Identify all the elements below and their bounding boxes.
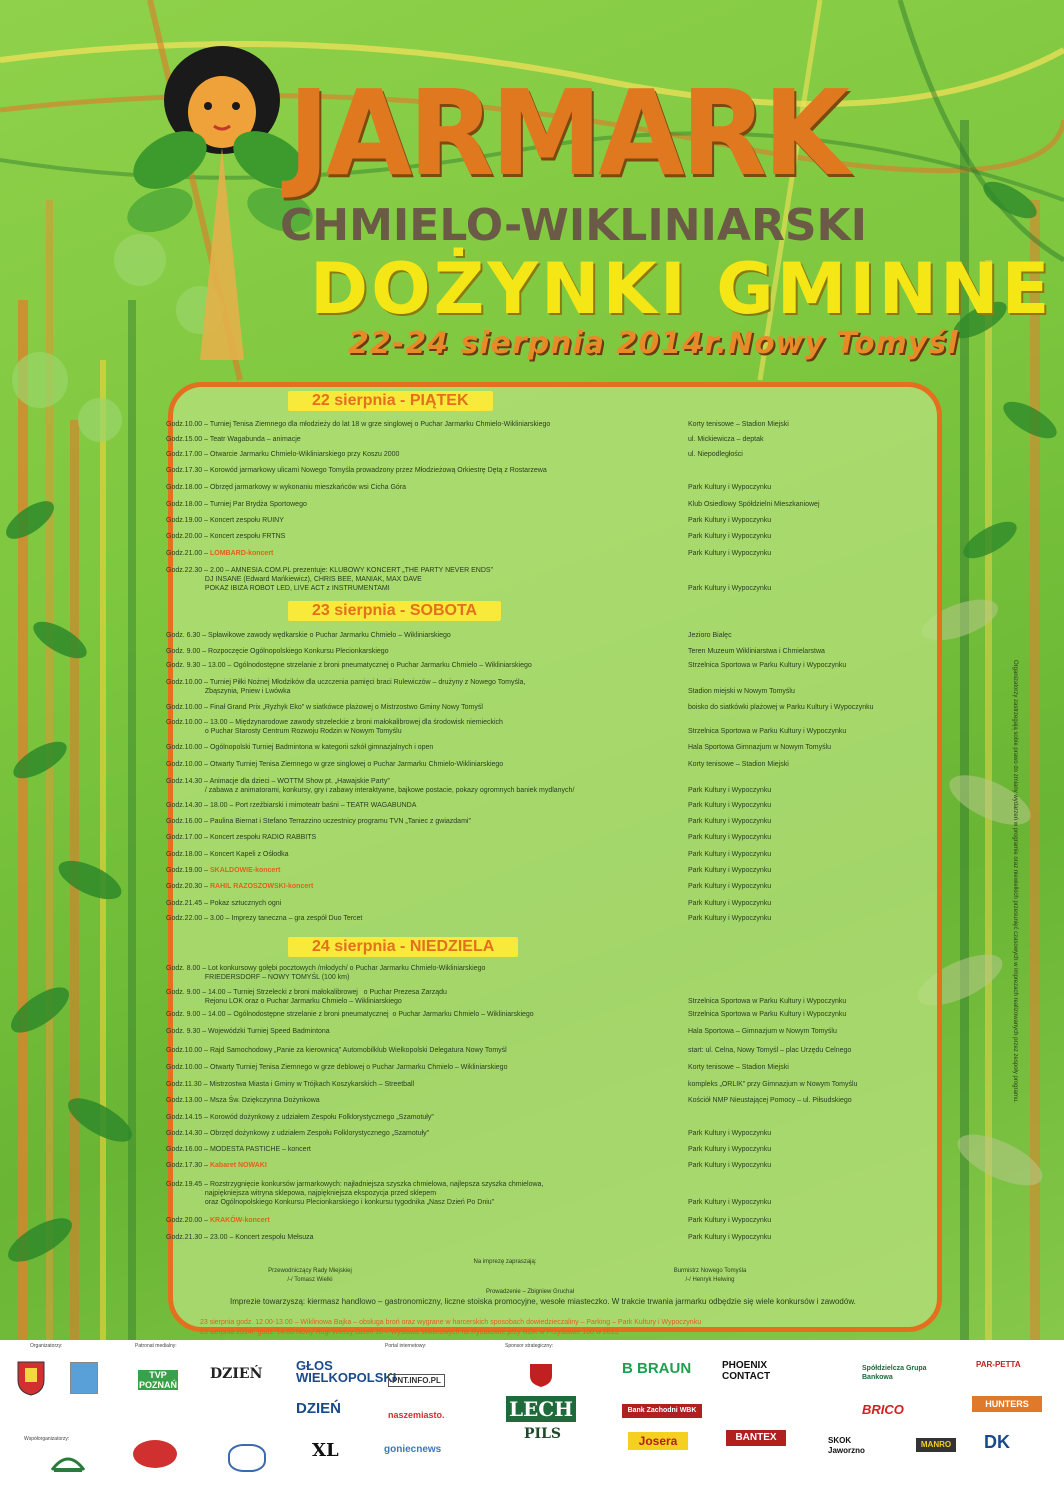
schedule-item: Godz.10.00 – Ogólnopolski Turniej Badmintona w kategorii szkół gimnazjalnych i open (166, 744, 434, 751)
schedule-place: Strzelnica Sportowa w Parku Kultury i Wypoczynku (688, 728, 847, 735)
organizers-caption: Organizatorzy: (30, 1343, 63, 1349)
portal-caption: Portal internetowy: (385, 1343, 427, 1349)
title-dozynki-gminne: DOŻYNKI GMINNE (310, 248, 1053, 330)
day-label-sunday: 24 sierpnia - NIEDZIELA (288, 937, 518, 957)
schedule-place: Stadion miejski w Nowym Tomyślu (688, 688, 795, 695)
additional-event-line: 23 sierpnia godz. 12.00-13.00 – Wiklinowa Bajka – obsługa broń oraz wygrane w harcerskich sposobach dowiedzieczaliny – Parking – Park Kultury i Wypoczynku (200, 1319, 702, 1326)
schedule-place: ul. Mickiewicza – deptak (688, 436, 764, 443)
schedule-place: Hala Sportowa Gimnazjum w Nowym Tomyślu (688, 744, 832, 751)
dk-logo: DK (984, 1432, 1010, 1452)
sponsor-logos-strip (0, 1340, 1064, 1500)
signatures-heading: Na imprezę zapraszają: (473, 1259, 537, 1265)
bzwbk-logo: Bank Zachodni WBK (622, 1404, 702, 1418)
day-label-friday: 22 sierpnia - PIĄTEK (288, 391, 493, 411)
schedule-time: Godz.20.30 – (166, 883, 210, 890)
schedule-item: Godz. 9.00 – 14.00 – Ogólnodostępne strzelanie z broni pneumatycznej o Puchar Jarmarku Chmielo – Wikliniarskiego (166, 1011, 534, 1018)
schedule-item: Godz.10.00 – 13.00 – Międzynarodowe zawody strzeleckie z broni małokalibrowej dla środowisk niemieckich o Puchar Starosty Centrum Rozwoju Rodzin w Nowym Tomyślu (166, 719, 503, 735)
manro-logo: MANRO (916, 1438, 956, 1452)
radio-logo-icon (133, 1440, 177, 1468)
schedule-item: Godz.19.00 – Koncert zespołu RUINY (166, 517, 284, 524)
naszemiasto-logo: naszemiasto. (388, 1410, 445, 1420)
schedule-item: Godz.14.15 – Korowód dożynkowy z udziałem Zespołu Folklorystycznego „Szamotuły” (166, 1114, 434, 1121)
schedule-place: Park Kultury i Wypoczynku (688, 1217, 772, 1224)
schedule-highlight: Kabaret NOWAKI (209, 1162, 267, 1169)
accompanying-events-note: Imprezie towarzyszą: kiermasz handlowo – gastronomiczny, liczne stoiska promocyjne, wesołe miasteczko. W trakcie trwania jarmarku odbędzie się wiele konkursów i zawodów. (230, 1297, 856, 1306)
signature-left-name: /-/ Tomasz Wielki (287, 1277, 333, 1283)
schedule-time: Godz.20.00 – (166, 1217, 210, 1224)
coorganizer-caption: Współorganizatorzy: (24, 1436, 70, 1442)
schedule-item: Godz.22.00 – 3.00 – Imprezy taneczna – gra zespół Duo Tercet (166, 915, 363, 922)
schedule-place: Park Kultury i Wypoczynku (688, 1234, 772, 1241)
xl-logo: XL (312, 1440, 339, 1461)
schedule-place: Park Kultury i Wypoczynku (688, 851, 772, 858)
schedule-item: Godz.22.30 – 2.00 – AMNESIA.COM.PL prezentuje: KLUBOWY KONCERT „THE PARTY NEVER ENDS” DJ INSANE (Edward Mańkiewicz), CHRIS BEE, MANIAK, MAX DAVE POKAZ IBIZA ROBOT LED, LIVE ACT z INSTRUMENTAMI (166, 567, 493, 592)
schedule-time: Godz.21.00 – (166, 550, 210, 557)
schedule-place: start: ul. Celna, Nowy Tomyśl – plac Urzędu Celnego (688, 1047, 852, 1054)
schedule-place: Park Kultury i Wypoczynku (688, 550, 772, 557)
goniecnews-logo: goniecnews (384, 1444, 442, 1455)
schedule-item: Godz.20.00 – Koncert zespołu FRTNS (166, 533, 286, 540)
schedule-item: Godz.10.00 – Otwarty Turniej Tenisa Ziemnego w grze deblowej o Puchar Jarmarku Chmielo – Wikliniarskiego (166, 1064, 508, 1071)
event-date-location: 22-24 sierpnia 2014r.Nowy Tomyśl (348, 326, 959, 361)
schedule-place: Korty tenisowe – Stadion Miejski (688, 1064, 789, 1071)
schedule-place: Park Kultury i Wypoczynku (688, 883, 772, 890)
schedule-highlight: LOMBARD-koncert (209, 550, 274, 557)
schedule-item (166, 1216, 686, 1225)
host-credit: Prowadzenie – Zbigniew Gruchał (485, 1289, 575, 1295)
schedule-item: Godz.10.00 – Otwarty Turniej Tenisa Ziemnego w grze singlowej o Puchar Jarmarku Chmielo-Wikliniarskiego (166, 761, 504, 768)
schedule-place: Park Kultury i Wypoczynku (688, 533, 772, 540)
schedule-item: Godz.21.30 – 23.00 – Koncert zespołu Mełsuza (166, 1234, 314, 1241)
schedule-place: Park Kultury i Wypoczynku (688, 1199, 772, 1206)
schedule-time: Godz.19.00 – (166, 867, 210, 874)
schedule-place: Teren Muzeum Wikliniarstwa i Chmielarstwa (688, 648, 825, 655)
schedule-item (166, 1161, 686, 1170)
schedule-place: Klub Osiedlowy Spółdzielni Mieszkaniowej (688, 501, 820, 508)
schedule-place: Park Kultury i Wypoczynku (688, 787, 772, 794)
schedule-item: Godz.18.00 – Koncert Kapeli z Ośłodka (166, 851, 289, 858)
schedule-place: Hala Sportowa – Gimnazjum w Nowym Tomyślu (688, 1028, 837, 1035)
schedule-place: Park Kultury i Wypoczynku (688, 585, 772, 592)
emka-logo-icon (228, 1444, 266, 1472)
schedule-place: ul. Niepodległości (688, 451, 743, 458)
bbraun-logo: B BRAUN (622, 1360, 692, 1377)
glos-wielkopolski-logo: GŁOS WIELKOPOLSKI (296, 1358, 397, 1385)
signature-right-name: /-/ Henryk Helwing (685, 1277, 735, 1283)
schedule-item: Godz. 8.00 – Lot konkursowy gołębi pocztowych /młodych/ o Puchar Jarmarku Chmielo-Wikliniarskiego FRIEDERSDORF – NOWY TOMYŚL (100 km) (166, 965, 486, 981)
signature-left-role: Przewodniczący Rady Miejskiej (268, 1268, 352, 1274)
schedule-place: Park Kultury i Wypoczynku (688, 867, 772, 874)
schedule-place: Park Kultury i Wypoczynku (688, 802, 772, 809)
schedule-item: Godz.10.00 – Rajd Samochodowy „Panie za kierownicą” Automobilklub Wielkopolski Delegatura Nowy Tomyśl (166, 1047, 507, 1054)
josera-logo: Josera (628, 1432, 688, 1450)
schedule-item (166, 882, 686, 891)
par-petta-logo: PAR-PETTA (976, 1360, 1021, 1369)
partner-caption: Sponsor strategiczny: (505, 1343, 554, 1349)
schedule-place: Park Kultury i Wypoczynku (688, 1162, 772, 1169)
schedule-highlight: SKALDOWIE-koncert (209, 867, 281, 874)
schedule-item: Godz.17.00 – Koncert zespołu RADIO RABBITS (166, 834, 317, 841)
additional-events-note (200, 1318, 920, 1338)
phoenix-contact-logo: PHOENIX CONTACT (722, 1360, 771, 1382)
schedule-item: Godz.10.00 – Turniej Piłki Nożnej Młodzików dla uczczenia pamięci braci Rulewiczów – drużyny z Nowego Tomyśla, Zbąszynia, Pniew i Lwówka (166, 679, 526, 695)
dzien-blue-logo: DZIEŃ (296, 1400, 341, 1417)
lech-logo: LECH (506, 1396, 576, 1422)
town-crest-icon (16, 1360, 46, 1396)
schedule-place: Park Kultury i Wypoczynku (688, 484, 772, 491)
schedule-item: Godz.14.30 – Obrzęd dożynkowy z udziałem Zespołu Folklorystycznego „Szamotuły” (166, 1130, 430, 1137)
pnt-info-logo: PNT.INFO.PL (388, 1374, 445, 1387)
schedule-item: Godz. 9.00 – Rozpoczęcie Ogólnopolskiego Konkursu Plecionkarskiego (166, 648, 389, 655)
schedule-item: Godz.10.00 – Finał Grand Prix „Ryzhyk Eko” w siatkówce plażowej o Mistrzostwo Gminy Nowy Tomyśl (166, 704, 483, 711)
additional-event-line: 23 sierpnia 2014r. godz. 14.00 Nowy Rogi Wierzy Dzień 10 – Wystawa Wiklinowych na Rybakowie przy NOK w Przystawie 100 w 2013 (200, 1329, 619, 1336)
schedule-place: Korty tenisowe – Stadion Miejski (688, 421, 789, 428)
schedule-item: Godz.16.00 – Paulina Biernat i Stefano Terrazzino uczestnicy programu TVN „Taniec z gwiazdami” (166, 818, 471, 825)
schedule-item: Godz.10.00 – Turniej Tenisa Ziemnego dla młodzieży do lat 18 w grze singlowej o Puchar Jarmarku Chmielo-Wikliniarskiego (166, 421, 551, 428)
schedule-place: Park Kultury i Wypoczynku (688, 1130, 772, 1137)
media-caption: Patronat medialny: (135, 1343, 177, 1349)
schedule-place: Park Kultury i Wypoczynku (688, 517, 772, 524)
schedule-place: Jezioro Bialęc (688, 632, 732, 639)
schedule-highlight: RAHIL RAZOSZOWSKI-koncert (209, 883, 314, 890)
schedule-place: Strzelnica Sportowa w Parku Kultury i Wypoczynku (688, 662, 847, 669)
signature-right-role: Burmistrz Nowego Tomyśla (673, 1268, 747, 1274)
schedule-place: Park Kultury i Wypoczynku (688, 900, 772, 907)
schedule-item: Godz.15.00 – Teatr Wagabunda – animacje (166, 436, 301, 443)
schedule-item: Godz.17.00 – Otwarcie Jarmarku Chmielo-Wikliniarskiego przy Koszu 2000 (166, 451, 400, 458)
schedule-highlight: KRAKÓW-koncert (209, 1217, 270, 1224)
schedule-place: Park Kultury i Wypoczynku (688, 1146, 772, 1153)
schedule-item: Godz.11.30 – Mistrzostwa Miasta i Gminy w Trójkach Koszykarskich – Streetball (166, 1081, 415, 1088)
schedule-item: Godz.18.00 – Obrzęd jarmarkowy w wykonaniu mieszkańców wsi Cicha Góra (166, 484, 407, 491)
schedule-time: Godz.17.30 – (166, 1162, 210, 1169)
pils-logo: PILS (524, 1426, 562, 1442)
schedule-item: Godz. 9.30 – 13.00 – Ogólnodostępne strzelanie z broni pneumatycznej o Puchar Jarmarku Chmielo – Wikliniarskiego (166, 662, 532, 669)
dzien-logo: DZIEŃ (210, 1366, 263, 1382)
schedule-place: Park Kultury i Wypoczynku (688, 915, 772, 922)
schedule-item: Godz.13.00 – Msza Św. Dziękczynna Dożynkowa (166, 1097, 320, 1104)
skok-logo: SKOK Jaworzno (828, 1436, 865, 1455)
schedule-item: Godz. 9.30 – Wojewódzki Turniej Speed Badmintona (166, 1028, 330, 1035)
title-chmielo-wikliniarski: CHMIELO-WIKLINIARSKI (280, 200, 867, 251)
schedule-place: Park Kultury i Wypoczynku (688, 834, 772, 841)
schedule-place: Strzelnica Sportowa w Parku Kultury i Wypoczynku (688, 1011, 847, 1018)
schedule-item: Godz.16.00 – MODESTA PASTICHE – koncert (166, 1146, 311, 1153)
schedule-item: Godz.14.30 – Animacje dla dzieci – WOTTM Show pt. „Hawajskie Party” / zabawa z animatorami, konkursy, gry i zabawy interaktywne, bajkowe postacie, pokazy ogromnych baniek mydlanych/ (166, 778, 575, 794)
schedule-place: kompleks „ORLIK” przy Gimnazjum w Nowym Tomyślu (688, 1081, 858, 1088)
schedule-place: Kościół NMP Nieustającej Pomocy – ul. Piłsudskiego (688, 1097, 852, 1104)
schedule-item: Godz.21.45 – Pokaz sztucznych ogni (166, 900, 282, 907)
schedule-item (166, 549, 686, 558)
lech-crest-icon (528, 1362, 554, 1388)
schedule-item: Godz.18.00 – Turniej Par Brydża Sportowego (166, 501, 307, 508)
organizer-disclaimer: Organizatorzy zastrzegają sobie prawo do zmiany wydarzeń w programie oraz niewielkich przesunięć czasowych w imprezach realizowanych przez zespoły programu. (1012, 660, 1018, 1103)
schedule-place: boisko do siatkówki plażowej w Parku Kultury i Wypoczynku (688, 704, 874, 711)
museum-logo-icon (70, 1362, 98, 1394)
day-label-saturday: 23 sierpnia - SOBOTA (288, 601, 501, 621)
bantex-logo: BANTEX (726, 1430, 786, 1446)
hunters-logo: HUNTERS (972, 1396, 1042, 1412)
brico-logo: BRICO (862, 1402, 904, 1417)
nok-logo-icon (50, 1448, 86, 1474)
schedule-item: Godz.14.30 – 18.00 – Port rzeźbiarski i mimoteatr baśni – TEATR WAGABUNDA (166, 802, 417, 809)
schedule-place: Korty tenisowe – Stadion Miejski (688, 761, 789, 768)
schedule-item: Godz. 9.00 – 14.00 – Turniej Strzelecki z broni małokalibrowej o Puchar Prezesa Zarządu Rejonu LOK oraz o Puchar Jarmarku Chmielo – Wikliniarskiego (166, 989, 447, 1005)
schedule-item (166, 866, 686, 875)
schedule-place: Park Kultury i Wypoczynku (688, 818, 772, 825)
schedule-item: Godz.19.45 – Rozstrzygnięcie konkursów jarmarkowych: najładniejsza szyszka chmielowa, najlepsza szyszka chmielowa, najpiękniejsza witryna sklepowa, najpiękniejsza ekspozycja przed sklepem oraz Ogólnopolskiego Konkursu Plecionkarskiego i konkursu tygodnika „Nasz Dzień Po Dniu” (166, 1181, 544, 1206)
grupa-bankowa-logo: Spółdzielcza Grupa Bankowa (862, 1365, 927, 1381)
schedule-place: Strzelnica Sportowa w Parku Kultury i Wypoczynku (688, 998, 847, 1005)
schedule-item: Godz. 6.30 – Spławikowe zawody wędkarskie o Puchar Jarmarku Chmielo – Wikliniarskiego (166, 632, 451, 639)
schedule-item: Godz.17.30 – Korowód jarmarkowy ulicami Nowego Tomyśla prowadzony przez Młodzieżową Orkiestrę Dętą z Rostarzewa (166, 467, 547, 474)
title-jarmark: JARMARK (288, 65, 846, 203)
tvp-logo: TVP POZNAŃ (139, 1370, 177, 1390)
